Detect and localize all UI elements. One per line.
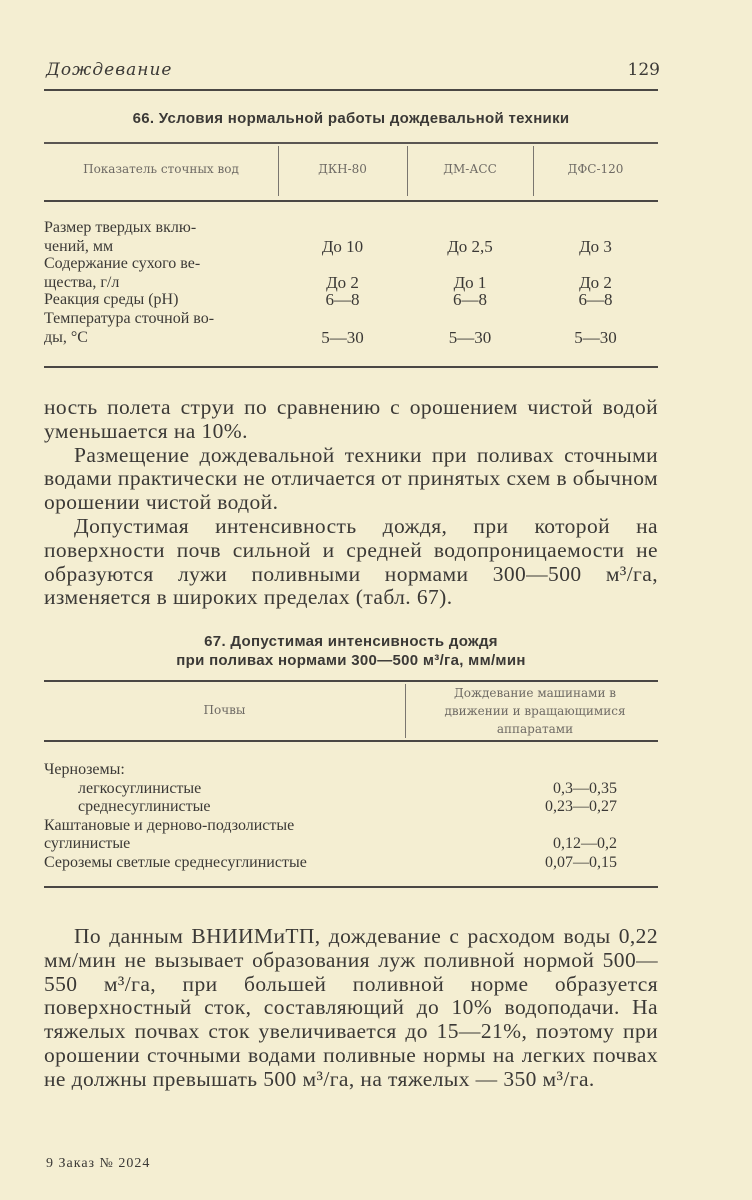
row-label xyxy=(44,219,274,256)
row-label-line: ды, °С xyxy=(44,328,88,346)
table-cell: 5—30 xyxy=(448,327,492,347)
body-text-1 xyxy=(44,396,658,610)
soil-label: суглинистые xyxy=(44,835,131,852)
row-label xyxy=(44,291,274,310)
table-cell: 5—30 xyxy=(574,327,617,347)
body-text-2 xyxy=(44,925,658,1092)
table-66-title: 66. Условия нормальной работы дождевальной техники xyxy=(132,110,570,127)
column-header: ДМ-АСС xyxy=(443,162,497,176)
row-label-line: Размер твердых вклю- xyxy=(44,219,197,236)
table-cell: 0,23—0,27 xyxy=(545,798,617,815)
table-rule xyxy=(44,142,658,144)
table-rule xyxy=(44,886,658,888)
soil-label: Черноземы: xyxy=(44,761,125,778)
table-cell: 0,07—0,15 xyxy=(545,853,617,871)
table-rule xyxy=(44,366,658,368)
column-header: ДФС-120 xyxy=(567,162,624,176)
table-cell: 0,12—0,2 xyxy=(553,835,617,852)
table-cell: До 2 xyxy=(326,272,359,292)
table-rule xyxy=(44,740,658,742)
table-cell: До 2,5 xyxy=(447,236,493,256)
table-rule xyxy=(44,200,658,202)
row-label-line: Реакция среды (рН) xyxy=(44,291,179,308)
running-header: Дождевание xyxy=(46,60,173,80)
row-label-line: чений, мм xyxy=(44,237,114,255)
table-cell: 6—8 xyxy=(578,290,613,309)
table-67-title: 67. Допустимая интенсивность дождя xyxy=(204,633,498,650)
row-label-line: Содержание сухого ве- xyxy=(44,255,201,272)
table-cell: 0,3—0,35 xyxy=(553,779,617,797)
column-header: ДКН-80 xyxy=(318,162,367,176)
row-label xyxy=(44,255,274,292)
paragraph: По данным ВНИИМиТП, дождевание с расходом воды 0,22 мм/мин не вызывает образования луж поливной нормой 500—550 м³/га, при большей поливной норме образуется поверхностный сток, составляющий до 10% водоподачи. На тяжелых почвах сток увеличивается до 15—21%, поэтому при орошении сточными водами поливные нормы на легких почвах не должны превышать 500 м³/га, на тяжелых — 350 м³/га. xyxy=(44,924,658,1091)
column-header: Дождевание машинами в движении и вращающимися аппаратами xyxy=(444,686,626,736)
soil-label: Каштановые и дерново-подзолистые xyxy=(44,816,295,834)
page-number: 129 xyxy=(627,60,660,80)
row-label-line: Температура сточной во- xyxy=(44,310,215,327)
soil-label: среднесуглинистые xyxy=(78,798,211,815)
printer-signature: 9 Заказ № 2024 xyxy=(46,1156,151,1171)
paragraph: Допустимая интенсивность дождя, при которой на поверхности почв сильной и средней водопроницаемости не образуются лужи поливными нормами 300—500 м³/га, изменяется в широких пределах (табл. 67). xyxy=(44,513,658,610)
column-header: Показатель сточных вод xyxy=(83,162,239,176)
table-cell: До 1 xyxy=(453,272,487,292)
table-cell: 5—30 xyxy=(321,327,364,347)
column-header: Почвы xyxy=(203,703,246,717)
row-label xyxy=(44,310,274,347)
table-cell: До 3 xyxy=(579,236,612,256)
table-cell: До 2 xyxy=(579,272,612,292)
header-rule xyxy=(44,89,658,91)
table-cell: До 10 xyxy=(321,236,364,256)
table-rule xyxy=(44,680,658,682)
soil-label: Сероземы светлые среднесуглинистые xyxy=(44,853,307,871)
paragraph: ность полета струи по сравнению с орошением чистой водой уменьшается на 10%. xyxy=(44,395,658,443)
row-label-line: щества, г/л xyxy=(44,273,120,291)
table-cell: 6—8 xyxy=(325,290,360,309)
paragraph: Размещение дождевальной техники при поливах сточными водами практически не отличается от принятых схем в обычном орошении чистой водой. xyxy=(44,442,658,515)
column-divider xyxy=(405,684,406,738)
table-cell: 6—8 xyxy=(453,290,487,309)
soil-label: легкосуглинистые xyxy=(78,779,202,797)
table-67-subtitle: при поливах нормами 300—500 м³/га, мм/мин xyxy=(176,652,526,669)
